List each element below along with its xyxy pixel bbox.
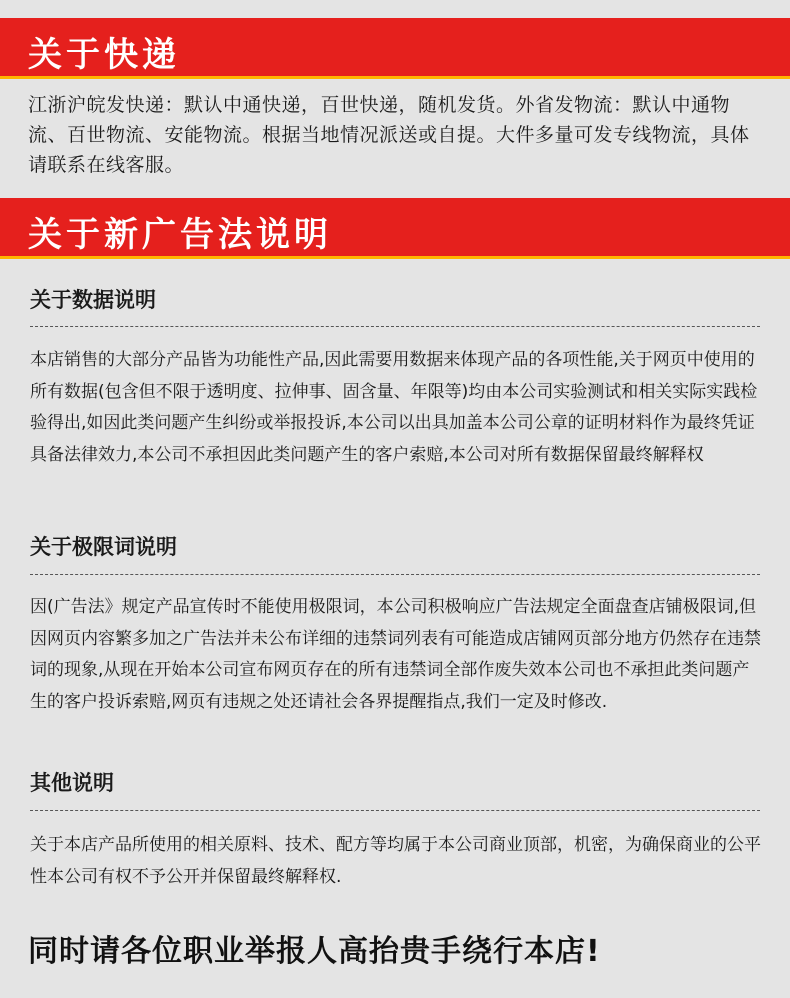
divider	[30, 574, 760, 575]
top-strip	[0, 0, 790, 18]
section-heading-data: 关于数据说明	[30, 288, 156, 312]
section-text-data: 本店销售的大部分产品皆为功能性产品,因此需要用数据来体现产品的各项性能,关于网页中使用的所有数据(包含但不限于透明度、拉伸事、固含量、年限等)均由本公司实验测试和相关实际实践检验得出,如因此类问题产生纠纷或举报投诉,本公司以出具加盖本公司公章的证明材料作为最终凭证具备法律效力,本公司不承担因此类问题产生的客户索赔,本公司对所有数据保留最终解释权	[30, 350, 758, 465]
section-heading-extreme-words: 关于极限词说明	[30, 535, 177, 559]
section-text-extreme-words: 因(广告法》规定产品宣传时不能使用极限词，本公司积极响应广告法规定全面盘查店铺极限词,但因网页内容繁多加之广告法并未公布详细的违禁词列表有可能造成店铺网页部分地方仍然存在违禁词的现象,从现在开始本公司宣布网页存在的所有违禁词全部作废失效本公司也不承担此类问题产生的客户投诉索赔,网页有违规之处还请社会各界提醒指点,我们一定及时修改.	[30, 597, 761, 712]
closing-notice: 同时请各位职业举报人高抬贵手绕行本店!	[28, 934, 601, 969]
shipping-text: 江浙沪皖发快递：默认中通快递，百世快递，随机发货。外省发物流：默认中通物流、百世物流、安能物流。根据当地情况派送或自提。大件多量可发专线物流，具体请联系在线客服。	[28, 94, 750, 176]
divider	[30, 326, 760, 327]
section-text-other: 关于本店产品所使用的相关原料、技术、配方等均属于本公司商业顶部，机密，为确保商业的公平性本公司有权不予公开并保留最终解释权.	[30, 835, 761, 887]
shipping-title: 关于快递	[28, 35, 180, 75]
shipping-banner	[0, 18, 790, 79]
divider	[30, 810, 760, 811]
section-heading-other: 其他说明	[30, 771, 114, 795]
ad-law-banner	[0, 198, 790, 259]
ad-law-title: 关于新广告法说明	[28, 215, 332, 255]
